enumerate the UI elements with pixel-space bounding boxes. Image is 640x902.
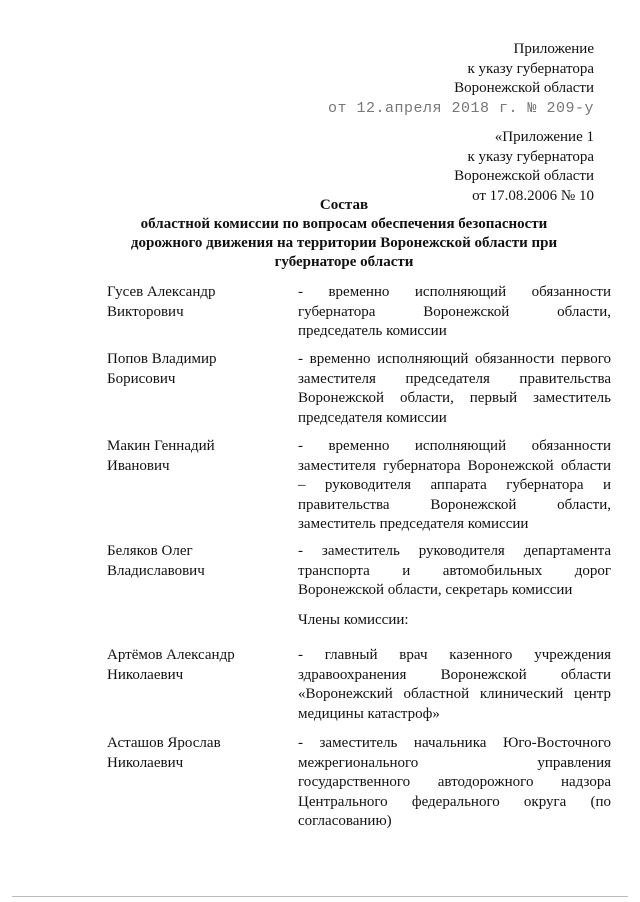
original-appendix-line: от 17.08.2006 № 10 [472,187,594,204]
member-name [107,437,277,476]
member-position-line: - временно исполняющий обязанности [298,284,611,300]
original-appendix-line: «Приложение 1 [494,129,594,145]
member-position [298,734,611,832]
member-position-line: председателя комиссии [298,409,447,426]
appendix-header [328,40,594,118]
member-name [107,542,277,581]
original-appendix-line: Воронежской области [454,168,594,184]
member-position-line: заместитель председателя комиссии [298,516,529,532]
original-appendix-line: к указу губернатора [467,148,594,165]
appendix-header-line: Воронежской области [454,80,594,96]
member-position-line: заместителя председателя правительства [298,370,611,387]
member-name-line: Беляков Олег [107,543,193,559]
members-section-label: Члены комиссии: [298,612,409,628]
member-position [298,646,611,724]
title-line: областной комиссии по вопросам обеспечения безопасности [140,216,548,232]
member-name-line: Попов Владимир [107,351,217,367]
member-position-line: межрегионального управления [298,754,611,771]
member-position-line: - временно исполняющий обязанности [298,438,611,454]
member-name-line: Гусев Александр [107,284,216,300]
member-position-line: - заместитель начальника Юго-Восточного [298,735,611,751]
member-position-line: «Воронежский областной клинический центр [298,686,611,702]
member-name-line: Борисович [107,370,176,387]
member-name [107,283,277,322]
member-position [298,283,611,342]
member-position-line: - заместитель руководителя департамента [298,543,611,559]
member-position-line: – руководителя аппарата губернатора и [298,477,611,493]
member-name-line: Макин Геннадий [107,438,215,454]
member-position [298,542,611,601]
decree-date-stamp: от 12.апреля 2018 г. № 209-у [327,99,594,117]
member-position-line: заместителя губернатора Воронежской области [298,457,611,474]
member-name-line: Владиславович [107,562,205,579]
member-position-line: транспорта и автомобильных дорог [298,562,611,579]
title-line: губернаторе области [274,254,414,270]
original-appendix-header [454,128,594,206]
member-position-line: - главный врач казенного учреждения [298,647,611,663]
member-position-line: правительства Воронежской области, [298,496,611,513]
member-position [298,350,611,428]
member-name [107,350,277,389]
member-name [107,734,277,773]
member-position-line: Центрального федерального округа (по [298,793,611,810]
member-name-line: Николаевич [107,754,184,771]
member-position-line: - временно исполняющий обязанности первого [298,351,611,367]
title-line: дорожного движения на территории Воронежской области при [130,235,558,251]
member-name-line: Асташов Ярослав [107,735,221,751]
member-position-line: председатель комиссии [298,323,447,339]
member-position-line: здравоохранения Воронежской области [298,666,611,683]
member-name-line: Викторович [107,303,184,320]
member-name-line: Артёмов Александр [107,647,235,663]
member-position-line: Воронежской области, секретарь комиссии [298,582,573,598]
member-position-line: согласованию) [298,813,392,829]
member-name-line: Иванович [107,457,170,474]
appendix-header-line: к указу губернатора [467,60,594,77]
member-position-line: государственного автодорожного надзора [298,774,611,790]
member-name-line: Николаевич [107,666,184,683]
appendix-header-line: Приложение [513,41,594,57]
member-position [298,437,611,535]
member-position-line: Воронежской области, первый заместитель [298,390,611,406]
title-line: Состав [319,197,369,213]
page-bottom-edge [12,896,628,897]
member-position-line: медицины катастроф» [298,705,440,722]
member-name [107,646,277,685]
member-position-line: губернатора Воронежской области, [298,303,611,320]
document-title [100,196,588,272]
